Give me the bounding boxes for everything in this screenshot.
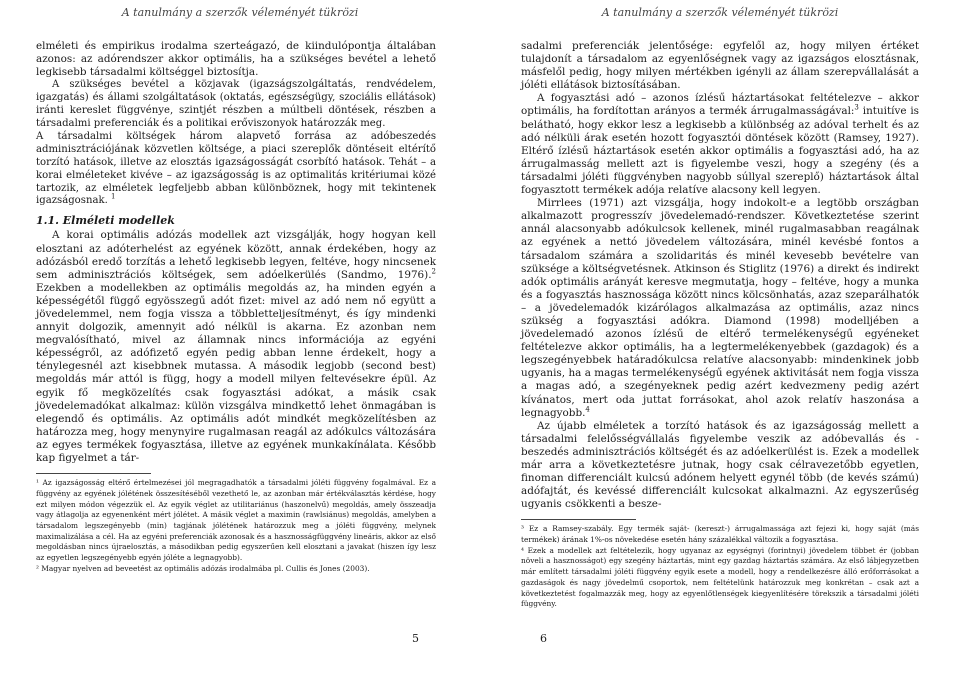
running-head: A tanulmány a szerzők véleményét tükrözi bbox=[601, 6, 839, 19]
footnote-ref: 1 bbox=[111, 193, 116, 202]
paragraph: sadalmi preferenciák jelentősége: egyfelől az, hogy milyen értéket tulajdonít a társadalom az egyenlőségnek vagy az igazságos elosztásnak, másfelől pedig, hogy milyen mértékben igényli az állam szerepvállalását a jóléti ellátások biztosításában. bbox=[521, 40, 919, 92]
footnote: ² Magyar nyelven ad beveetést az optimális adózás irodalmába pl. Cullis és Jones (2003). bbox=[36, 563, 370, 573]
paragraph-text: Mirrlees (1971) azt vizsgálja, hogy indokolt-e a legtöbb országban alkalmazott progresszív jövedelemadó-rendszer. Következtetése szerint annál alacsonyabb adókulcsok kellenek, minél rugalmasabban reagálnak az egyének a nettó jövedelem változására, minél kevésbé fontos a társadalom számára a szolidaritás és minél kevesebb bevételre van szüksége a költségvetésnek. Atkinson és Stiglitz (1976) a direkt és indirekt adók optimális arányát keresve megmutatja, hogy – feltéve, hogy a munka és a fogyasztás hasznossága között nincs kölcsönhatás, azaz szeparálhatók – a jövedelemadók kizárólagos alkalmazása az optimális, azaz nincs szükség a fogyasztási adókra. Diamond (1998) modelljében a jövedelemadó azonos ízlésű de eltérő termelékenységű egyéneket feltételezve akkor optimális, ha a legtermelékenyebbek (gazdagok) és a legszegényebbek határadókulcsa relatíve alacsonyabb: mindenkinek jobb ugyanis, ha a magas termelékenységű egyének aktivitását nem fogja vissza a magas adó, a szegényeknek pedig azért kedvezmeny pedig azért kívánatos, mert oda juttat forrásokat, ahol azok relatív haszonása a legnagyobb. bbox=[521, 197, 919, 419]
footnote-divider bbox=[36, 473, 151, 474]
paragraph-text: A társadalmi költségek három alapvető forrása az adóbeszedés adminisztrációjának közvetlen költsége, a piaci szereplők döntéseit eltérítő torzító hatások, illetve az elosztás igazságosságát csorbító hatások. Tehát – a korai elméleteket kivéve – az igazságosság is az optimalitás kritériumai közé tartozik, az elméletek legfeljebb abban különböznek, hogy mit tekintenek igazságosnak. bbox=[36, 130, 436, 207]
paragraph bbox=[521, 197, 919, 420]
paragraph: Az újabb elméletek a torzító hatások és az igazságosság mellett a társadalmi felelősségvállalás figyelembe veszik az adóbevallás és -beszedés adminisztrációs költségét és az adóelkerülést is. Ezek a modellek már arra a következtetésre jutnak, hogy csak célravezetőbb egyetlen, finoman differenciált kulcsú adónem helyett egynél több (de kevés számú) adófajtát, és kevéssé differenciált kulcsokat alkalmazni. Az egyszerűség ugyanis csökkenti a besze- bbox=[521, 419, 919, 511]
body-column bbox=[36, 40, 436, 574]
paragraph-text: intuitíve is belátható, hogy ekkor lesz a legkisebb a különbség az adóval terhelt és az adó nélküli árak esetén hozott fogyasztói döntések között (Ramsey, 1927). Eltérő ízlésű háztartások esetén akkor optimális a fogyasztási adó, ha az árrugalmasság mellett azt is figyelembe veszi, hogy a szegény (és a társadalmi jóléti függvényben nagyobb súllyal szereplő) háztartások által fogyasztott termékek adója relatíve alacsony kell legyen. bbox=[521, 105, 919, 197]
footnote: ³ Ez a Ramsey-szabály. Egy termék saját- (kereszt-) árrugalmassága azt fejezi ki, hogy saját (más termékek) árának 1%-os növekedése esetén hány százalékkal változik a fogyasztása. bbox=[521, 524, 919, 545]
paragraph-text: Ezekben a modellekben az optimális megoldás az, ha minden egyén a képességétől függő egyösszegű adót fizet: mivel az adó nem nő együtt a jövedelemmel, nem fogja vissza a többletteljesítményt, és így mindenki annyit dolgozik, amennyit adó nélkül is akarna. Ez azonban nem megvalósítható, mivel az államnak nincs információja az egyéni képességről, az adófizető egyén pedig abban lenne érdekelt, hogy a ténylegesnél azt kisebbnek mutassa. A második legjobb (second best) megoldás már attól is függ, hogy a modell milyen feltevésekre épül. Az egyik fő megközelítés csak fogyasztási adókat, a másik csak jövedelemadókat alkalmaz: külön vizsgálva mindkettő lehet önmagában is elegendő és optimális. Az optimális adót mindkét megközelítésben az határozza meg, hogy menynyire rugalmasan reagál az adókulcs változására az egyes termékek fogyasztása, illetve az egyének munkakínálata. Később kap figyelmet a tár- bbox=[36, 281, 436, 465]
footnote-divider bbox=[521, 519, 636, 520]
page-number: 5 bbox=[412, 632, 419, 645]
paragraph-text: A fogyasztási adó – azonos ízlésű háztartásokat feltételezve – akkor optimális, ha fordítottan arányos a termék árrugalmasságával: bbox=[521, 92, 919, 118]
footnotes bbox=[521, 524, 919, 610]
paragraph-text: A korai optimális adózás modellek azt vizsgálják, hogy hogyan kell elosztani az adóterhelést az egyének között, annak érdekében, hogy az adózásból eredő torzítás a lehető legkisebb legyen, feltéve, hogy nincsenek sem adminisztrációs költségek, sem adóelkerülés (Sandmo, 1976). bbox=[36, 229, 436, 281]
paragraph: A szükséges bevétel a közjavak (igazságszolgáltatás, rendvédelem, igazgatás) és állami szolgáltatások (oktatás, egészségügy, szociális ellátások) iránti kereslet függvénye, szintjét részben a múltbeli döntések, részben a társadalmi preferenciák és a politikai erőviszonyok határozzák meg. bbox=[36, 79, 436, 129]
footnotes bbox=[36, 478, 436, 574]
footnote-ref: 4 bbox=[585, 405, 590, 414]
paragraph bbox=[36, 131, 436, 208]
page-number: 6 bbox=[540, 632, 547, 645]
footnote-ref: 3 bbox=[854, 104, 859, 112]
paragraph bbox=[521, 92, 919, 197]
footnote-ref: 2 bbox=[431, 267, 436, 276]
right-page bbox=[480, 0, 960, 674]
section-heading: 1.1. Elméleti modellek bbox=[36, 214, 175, 228]
paragraph bbox=[36, 229, 436, 465]
footnote: ¹ Az igazságosság eltérő értelmezései jól megragadhatók a társadalmi jóléti függvény fogalmával. Ez a függvény az egyének jólétének összesítéséből vezethető le, az azonban már értékválasztás kérdése, hogy ezt milyen módon végezzük el. Az egyik véglet az utilitariánus (haszonelvű) megoldás, amely összeadja vagy átlagolja az egyenenként mért jólétet. A másik véglet a maximin (rawlsiánus) megoldás, amelyben a társadalom legszegényebb (min) tagjának jólétének határozzuk meg a jóléti függvény, melynek maximalizálása a cél. Ha az egyéni preferenciák azonosak és a hasznosságfüggvény lineáris, akkor az első megoldásban nincs újraelosztás, a másodikban pedig egyszerűen kell elosztani a javakat (hiszen így lesz az egyetlen legszegényebb egyén jóléte a legnagyobb). bbox=[36, 478, 436, 563]
body-column bbox=[521, 40, 919, 610]
paragraph: elméleti és empirikus irodalma szerteágazó, de kiindulópontja általában azonos: az adórendszer akkor optimális, ha a szükséges bevétel a lehető legkisebb társadalmi költséggel biztosítja. bbox=[36, 40, 436, 79]
footnote: ⁴ Ezek a modellek azt feltételezik, hogy ugyanaz az egységnyi (forintnyi) jövedelem többet ér (jobban növeli a hasznosságot) egy szegény háztartás, mint egy gazdag háztartás számára. Az első lábjegyzetben már említett társadalmi jóléti függvény egyik esete a modell, hogy a rendelkezésre álló erőforrásokat a gazdaságok és nagy jövedelmű csoportok, nem feltételünk határozzuk meg konkrétan – csak azt a következtetést fogalmazzák meg, hogy az egyenlőtlenségek kiegyenlítésére törekszik a társadalmi jóléti függvény. bbox=[521, 545, 919, 609]
running-head: A tanulmány a szerzők véleményét tükrözi bbox=[121, 6, 359, 19]
